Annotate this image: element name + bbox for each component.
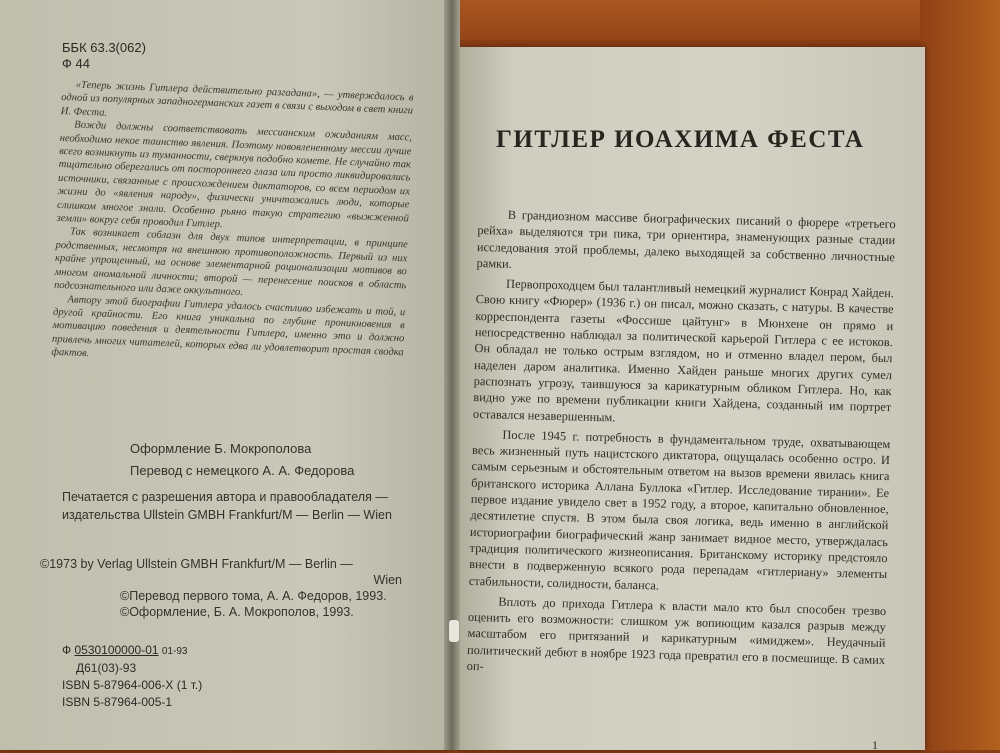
credit-design: Оформление Б. Мокрополова — [130, 441, 312, 456]
body-paragraph: В грандиозном массиве биографических писаний о фюрере «третьего рейха» выделяются три пика, три ориентира, знаменующих разные стадии исследования этой проблемы, далеко выходящей за собственно личностные рамки. — [476, 207, 896, 271]
page-number: 1 — [872, 738, 878, 752]
annotation-paragraph: «Теперь жизнь Гитлера действительно разгадана», — утверждалось в одной из популярных западногерманских газет в связи с выходом в свет книги И. Феста. — [60, 79, 414, 119]
copyright-block — [40, 556, 422, 620]
bbk-line-1: ББК 63.3(062) — [62, 40, 146, 55]
body-text — [466, 206, 895, 688]
code-suffix: 01-93 — [161, 646, 188, 657]
body-paragraph: Первопроходцем был талантливый немецкий журналист Конрад Хайден. Свою книгу «Фюрер» (1936 г.) он писал, можно сказать, с натуры. В качестве корреспондента газеты «Фоссише цайтунг» в Мюнхене он прямо и непосредственно наблюдал за политической карьерой Гитлера с ее истоков. Он обладал не только острым взглядом, но и отменно владел пером, был наделен даром аналитика. Именно Хайден раньше многих других сумел распознать угрозу, таившуюся за карикатурным обликом Гитлера. Но, как видно уже по времени публикации книги Хайдена, созданный им портрет оставался незавершенным. — [472, 276, 895, 424]
copyright-original-city: Wien — [373, 573, 402, 587]
code-prefix: Ф — [62, 643, 72, 657]
annotation-paragraph: Автору этой биографии Гитлера удалось счастливо избежать и той, и другой крайности. Его книга уникальна по глубине проникновения в мотивацию поведения и деятельности Гитлера, именно это и должно привлечь многих читателей, которых едва ли удовлетворит простая сводка фактов. — [51, 293, 406, 360]
bbk-code — [62, 40, 146, 72]
annotation-paragraph: Вожди должны соответствовать мессианским ожиданиям масс, необходимо некое таинство явления. Поэтому нововлененному мессии лучше всего возникнуть из туманности, сверкнув подобно комете. Не случайно так тщательно оберегались от постороннего глаза или просто ликвидировались источники, связанные с происхождением диктаторов, со всем периодом их жизни до «явления народу», физически уничтожались люди, которые слишком многое знали. Особенно рьяно такую стратегию «выжженной земли» вокруг себя проводил Гитлер. — [56, 119, 413, 231]
credit-translation: Перевод с немецкого А. А. Федорова — [130, 463, 355, 478]
body-paragraph: Вплоть до прихода Гитлера к власти мало кто был способен трезво оценить его возможности: слишком уж вопиющим казался разрыв между масштабом его притязаний и карикатурным «имиджем». Неудачный политический дебют в ноябре 1923 года превратил его в посмешище. В самих оп- — [466, 594, 887, 674]
copyright-design: ©Оформление, Б. А. Мокрополов, 1993. — [120, 605, 354, 619]
bbk-line-2: Ф 44 — [62, 56, 90, 71]
code-line-2: Д61(03)-93 — [76, 661, 137, 675]
permission-notice: Печатается с разрешения автора и правообладателя — издательства Ullstein GMBH Frankfurt/M — Berlin — Wien — [62, 490, 392, 522]
isbn-set: ISBN 5-87964-005-1 — [62, 695, 173, 709]
code-line-1 — [62, 642, 202, 660]
annotation-block — [51, 78, 414, 373]
copyright-original: ©1973 by Verlag Ullstein GMBH Frankfurt/M — Berlin — — [40, 557, 353, 571]
publication-codes — [62, 642, 202, 711]
copyright-translation: ©Перевод первого тома, А. А. Федоров, 1993. — [120, 589, 387, 603]
body-paragraph: После 1945 г. потребность в фундаментальном труде, охватывающем весь жизненный путь нацистского диктатора, ощущалась особенно остро. И самым серьезным и обстоятельным ответом на вызов времени явилась книга британского историка Аллана Буллока «Гитлер. Исследование тирании». Ее первое издание увидело свет в 1952 году, а второе, капитально обновленное, десятилетие спустя. В этом была своя логика, ведь именно в английской историографии биографический жанр занимает видное место, утверждалась традиция политического жизнеописания. Британскому историку предстояло внести в подверженную всякого рода перепадам «гитлериану» элементы стабильности, солидности, баланса. — [468, 427, 891, 593]
binding-thread — [449, 620, 459, 642]
chapter-title: ГИТЛЕР ИОАХИМА ФЕСТА — [496, 126, 865, 153]
code-number: 0530100000-01 — [74, 643, 159, 657]
background-right — [920, 0, 1000, 750]
credits — [130, 438, 354, 482]
annotation-paragraph: Так возникает соблазн для двух типов интерпретации, в принципе родственных, несмотря на внешнюю противоположность. Первый из них крайне упрощенный, на основе элементарной рационализации мотивов во многом аномальной личности; второй — перенесение поисков в область подсознательного или даже оккультного. — [53, 226, 409, 299]
isbn-volume: ISBN 5-87964-006-X (1 т.) — [62, 678, 203, 692]
